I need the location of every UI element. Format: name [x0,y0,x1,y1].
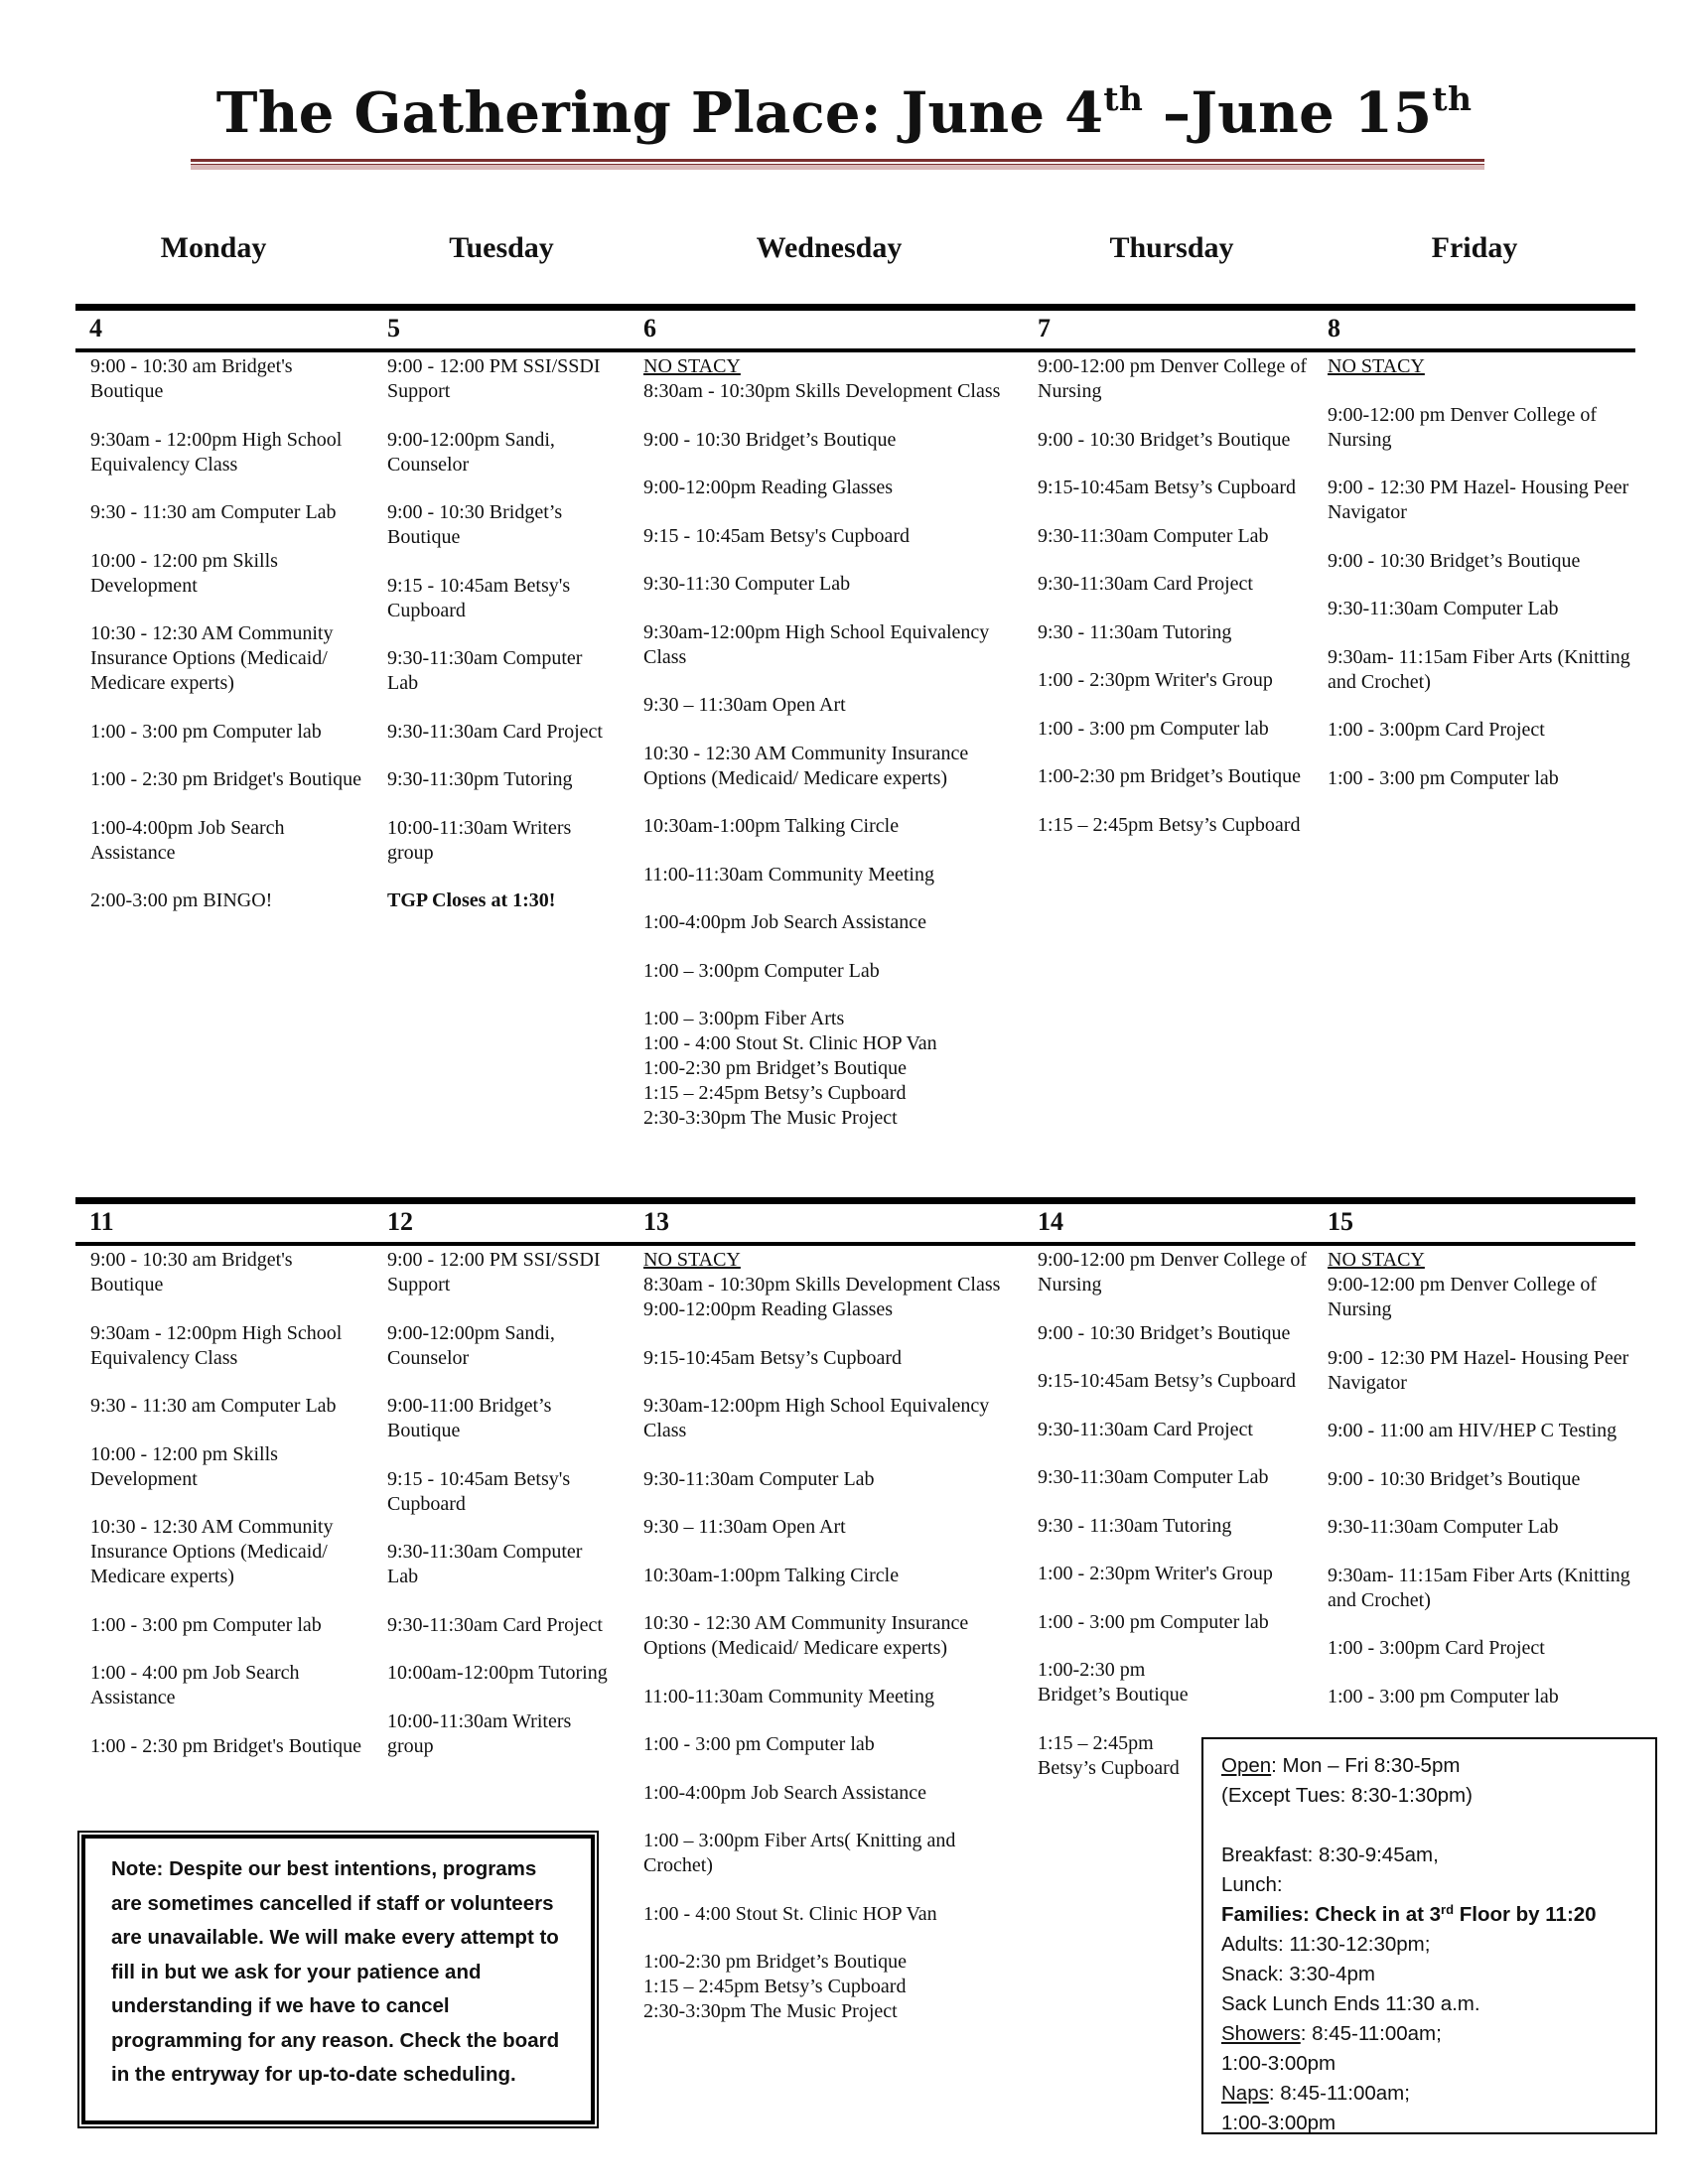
event-item: 10:30 - 12:30 AM Community Insurance Options (Medicaid/ Medicare experts) [643,1612,969,1659]
showers-value: : 8:45-11:00am; [1300,2022,1442,2045]
event-item: 9:00 - 10:30 Bridget’s Boutique [1328,1467,1581,1490]
showers-afternoon: 1:00-3:00pm [1221,2052,1336,2075]
event-item: 9:30am - 12:00pm High School Equivalency Class [90,428,343,476]
event-item: 1:00 - 4:00 Stout St. Clinic HOP Van [643,1032,937,1054]
event-item: 9:00 - 10:30 am Bridget's Boutique [90,355,293,402]
event-item: 8:30am - 10:30pm Skills Development Class [643,380,1001,402]
week1-tuesday-events [387,354,618,937]
families-checkin [1221,1900,1641,1930]
event-item: 9:00 - 10:30 am Bridget's Boutique [90,1249,293,1296]
breakfast-hours: Breakfast: 8:30-9:45am, [1221,1843,1439,1866]
event-item: 9:00 - 12:30 PM Hazel- Housing Peer Navigator [1328,477,1629,523]
date-number: 13 [643,1207,669,1236]
event-item: 9:30-11:30pm Tutoring [387,768,573,790]
families-text-a: Families: Check in at 3 [1221,1903,1442,1926]
date-number: 4 [89,314,102,342]
event-item: 9:00-12:00pm Sandi, Counselor [387,428,555,476]
open-hours [1221,1751,1641,1781]
event-item: 9:00-12:00pm Reading Glasses [643,1298,894,1320]
spacer [1221,1811,1641,1841]
open-label: Open [1221,1754,1272,1777]
event-item: 9:30-11:30 Computer Lab [643,573,851,595]
event-item: 9:00 - 10:30 Bridget’s Boutique [1038,1321,1291,1344]
event-item: 1:00-2:30 pm Bridget’s Boutique [1038,765,1301,787]
naps-value: : 8:45-11:00am; [1268,2082,1410,2105]
week2-divider [75,1197,1635,1246]
event-item: 1:00 - 3:00 pm Computer lab [1038,717,1269,740]
cancellation-note-text: Note: Despite our best intentions, programs are sometimes cancelled if staff or volunteers are unavailable. We will make every attempt to fill in but we ask for your patience and understanding if we have to cancel programming for any reason. Check the board in the entryway for up-to-date scheduling. [111,1857,560,2086]
event-item: 10:30 - 12:30 AM Community Insurance Options (Medicaid/ Medicare experts) [90,622,334,694]
event-item: 9:00 - 12:00 PM SSI/SSDI Support [387,355,601,402]
date-number: 8 [1328,314,1340,342]
event-item: 1:00 - 2:30pm Writer's Group [1038,669,1273,691]
event-item: 9:30am- 11:15am Fiber Arts (Knitting and Crochet) [1328,645,1630,693]
event-item: 9:00 - 10:30 Bridget’s Boutique [643,428,897,451]
event-item: 1:00-2:30 pm Bridget’s Boutique [1038,1659,1189,1706]
event-item: 1:00-4:00pm Job Search Assistance [643,911,926,933]
event-item: 9:00 - 12:00 PM SSI/SSDI Support [387,1249,601,1296]
event-item: 1:00 – 3:00pm Computer Lab [643,959,880,982]
event-item: 9:30am - 12:00pm High School Equivalency Class [90,1321,343,1369]
date-number: 7 [1038,314,1051,342]
event-item: 1:00 - 3:00 pm Computer lab [90,720,322,743]
week2-friday-events [1328,1248,1635,1732]
no-stacy-notice: NO STACY [643,1249,741,1271]
event-item: 9:15-10:45am Betsy’s Cupboard [1038,1370,1296,1392]
week1-friday-events [1328,354,1635,814]
naps-afternoon: 1:00-3:00pm [1221,2112,1336,2134]
cancellation-note [81,1835,595,2124]
event-item: 9:15-10:45am Betsy’s Cupboard [643,1346,902,1369]
event-item: 1:00 – 3:00pm Fiber Arts [643,1008,845,1029]
event-item: 1:00 - 4:00 pm Job Search Assistance [90,1662,300,1708]
event-item: 10:00 - 12:00 pm Skills Development [90,549,278,597]
event-item: 10:30 - 12:30 AM Community Insurance Options (Medicaid/ Medicare experts) [90,1516,334,1587]
event-item: 1:00-2:30 pm Bridget’s Boutique [643,1951,907,1973]
event-item: 9:30-11:30am Computer Lab [1038,524,1269,547]
event-item: 1:15 – 2:45pm Betsy’s Cupboard [1038,1731,1180,1779]
page-title [0,79,1688,146]
week1-thursday-events [1038,354,1311,861]
event-item: 9:30 - 11:30 am Computer Lab [90,501,337,523]
event-item: 1:00 - 3:00 pm Computer lab [1038,1610,1269,1633]
naps-hours [1221,2079,1641,2109]
event-item: 10:30 - 12:30 AM Community Insurance Options (Medicaid/ Medicare experts) [643,742,969,789]
event-item: 9:00-12:00 pm Denver College of Nursing [1038,1249,1308,1296]
day-header-friday: Friday [1431,231,1518,264]
event-item: 1:00 - 4:00 Stout St. Clinic HOP Van [643,1902,937,1925]
event-item: 1:00 - 3:00pm Card Project [1328,1637,1545,1659]
event-item: 9:30 - 11:30 am Computer Lab [90,1395,337,1417]
event-item: 9:30am- 11:15am Fiber Arts (Knitting and Crochet) [1328,1564,1630,1611]
event-item: 9:00-11:00 Bridget’s Boutique [387,1395,552,1441]
event-item: 10:30am-1:00pm Talking Circle [643,1564,900,1586]
event-item: 9:00 - 10:30 Bridget’s Boutique [1038,428,1291,451]
event-item: 9:00 - 11:00 am HIV/HEP C Testing [1328,1420,1618,1441]
week2-monday-events [90,1248,368,1782]
event-item: 9:30-11:30am Card Project [1038,573,1253,595]
title-sup-2: th [1432,79,1473,118]
event-item: 9:30 - 11:30am Tutoring [1038,1514,1232,1537]
event-item: 9:30am-12:00pm High School Equivalency Class [643,1395,990,1441]
showers-hours [1221,2019,1641,2049]
event-item: 9:15 - 10:45am Betsy's Cupboard [643,524,911,547]
event-item: 1:15 – 2:45pm Betsy’s Cupboard [643,1082,907,1104]
event-item: 2:30-3:30pm The Music Project [643,1107,898,1129]
event-item: 9:30-11:30am Computer Lab [1328,598,1559,619]
event-item: 1:00 - 3:00 pm Computer lab [643,1733,875,1755]
event-item: 9:30 – 11:30am Open Art [643,694,846,716]
event-item: 9:30-11:30am Computer Lab [387,1541,583,1587]
snack-hours: Snack: 3:30-4pm [1221,1963,1375,1985]
event-item: 1:00 - 3:00 pm Computer lab [1328,766,1559,789]
event-item: 9:00-12:00 pm Denver College of Nursing [1328,1274,1598,1320]
event-item: 10:00-11:30am Writers group [387,816,572,864]
day-header-thursday: Thursday [1109,231,1234,264]
event-item: 9:15 - 10:45am Betsy's Cupboard [387,574,571,621]
event-item: 1:00 – 3:00pm Fiber Arts( Knitting and Crochet) [643,1830,956,1876]
no-stacy-notice: NO STACY [1328,355,1425,377]
event-item: 9:30-11:30am Card Project [1038,1418,1253,1440]
day-header-wednesday: Wednesday [756,231,903,264]
closing-notice: TGP Closes at 1:30! [387,889,556,911]
week1-wednesday-events [643,354,1021,1131]
showers-label: Showers [1221,2022,1301,2045]
date-number: 14 [1038,1207,1063,1236]
event-item: 11:00-11:30am Community Meeting [643,863,934,886]
event-item: 1:00-4:00pm Job Search Assistance [90,816,285,864]
day-header-monday: Monday [160,231,267,264]
open-value: : Mon – Fri 8:30-5pm [1271,1754,1461,1777]
event-item: 1:00-4:00pm Job Search Assistance [643,1781,926,1804]
event-item: 1:15 – 2:45pm Betsy’s Cupboard [1038,813,1301,836]
event-item: 9:30 – 11:30am Open Art [643,1516,846,1538]
event-item: 8:30am - 10:30pm Skills Development Class [643,1274,1001,1296]
event-item: 9:00 - 10:30 Bridget’s Boutique [1328,549,1581,572]
lunch-label: Lunch: [1221,1873,1283,1896]
event-item: 1:00 - 2:30 pm Bridget's Boutique [90,1734,362,1757]
families-sup: rd [1441,1902,1455,1917]
date-number: 5 [387,314,400,342]
title-mid: –June 15 [1143,80,1433,146]
naps-label: Naps [1221,2082,1269,2105]
event-item: 1:00 - 3:00 pm Computer lab [1328,1685,1559,1707]
date-number: 12 [387,1207,413,1236]
event-item: 1:00 - 2:30pm Writer's Group [1038,1563,1273,1584]
week2-tuesday-events [387,1248,618,1782]
event-item: 9:00 - 10:30 Bridget’s Boutique [387,501,563,548]
event-item: 1:00-2:30 pm Bridget’s Boutique [643,1057,907,1079]
families-text-b: Floor by 11:20 [1454,1903,1597,1926]
no-stacy-notice: NO STACY [1328,1249,1425,1271]
event-item: 1:00 - 3:00 pm Computer lab [90,1613,322,1636]
date-number: 15 [1328,1207,1353,1236]
event-item: 9:30-11:30am Computer Lab [1328,1516,1559,1538]
event-item: 9:00-12:00 pm Denver College of Nursing [1038,355,1308,402]
date-number: 11 [89,1207,114,1236]
sack-lunch: Sack Lunch Ends 11:30 a.m. [1221,1992,1480,2015]
event-item: 9:00 - 12:30 PM Hazel- Housing Peer Navigator [1328,1346,1629,1394]
event-item: 11:00-11:30am Community Meeting [643,1685,934,1707]
tuesday-exception: (Except Tues: 8:30-1:30pm) [1221,1784,1473,1807]
event-item: 9:30-11:30am Computer Lab [1038,1466,1269,1488]
date-number: 6 [643,314,656,342]
event-item: 10:00-11:30am Writers group [387,1709,572,1757]
event-item: 9:00-12:00 pm Denver College of Nursing [1328,403,1598,451]
title-underline [191,159,1484,170]
day-header-tuesday: Tuesday [449,231,554,264]
week1-divider [75,304,1635,352]
event-item: 9:30-11:30am Card Project [387,1613,603,1636]
event-item: 2:00-3:00 pm BINGO! [90,889,273,911]
event-item: 9:00-12:00pm Reading Glasses [643,477,894,498]
event-item: 1:00 - 3:00pm Card Project [1328,719,1545,741]
event-item: 9:30 - 11:30am Tutoring [1038,620,1232,643]
event-item: 9:30-11:30am Card Project [387,720,603,743]
hours-info-box [1201,1737,1657,2134]
title-main: The Gathering Place: June 4 [215,80,1104,146]
event-item: 9:15 - 10:45am Betsy's Cupboard [387,1467,571,1515]
event-item: 9:00-12:00pm Sandi, Counselor [387,1321,555,1369]
adults-lunch: Adults: 11:30-12:30pm; [1221,1933,1431,1956]
title-sup-1: th [1103,79,1144,118]
event-item: 10:30am-1:00pm Talking Circle [643,815,900,837]
event-item: 10:00 - 12:00 pm Skills Development [90,1442,278,1490]
event-item: 1:15 – 2:45pm Betsy’s Cupboard [643,1976,907,1997]
event-item: 9:30-11:30am Computer Lab [643,1467,875,1490]
week1-monday-events [90,354,368,937]
week2-wednesday-events [643,1248,1021,2024]
no-stacy-notice: NO STACY [643,355,741,377]
event-item: 10:00am-12:00pm Tutoring [387,1662,608,1684]
event-item: 9:15-10:45am Betsy’s Cupboard [1038,477,1296,498]
event-item: 9:30am-12:00pm High School Equivalency Class [643,620,990,668]
event-item: 9:30-11:30am Computer Lab [387,647,583,694]
event-item: 1:00 - 2:30 pm Bridget's Boutique [90,768,362,790]
event-item: 2:30-3:30pm The Music Project [643,2000,898,2022]
